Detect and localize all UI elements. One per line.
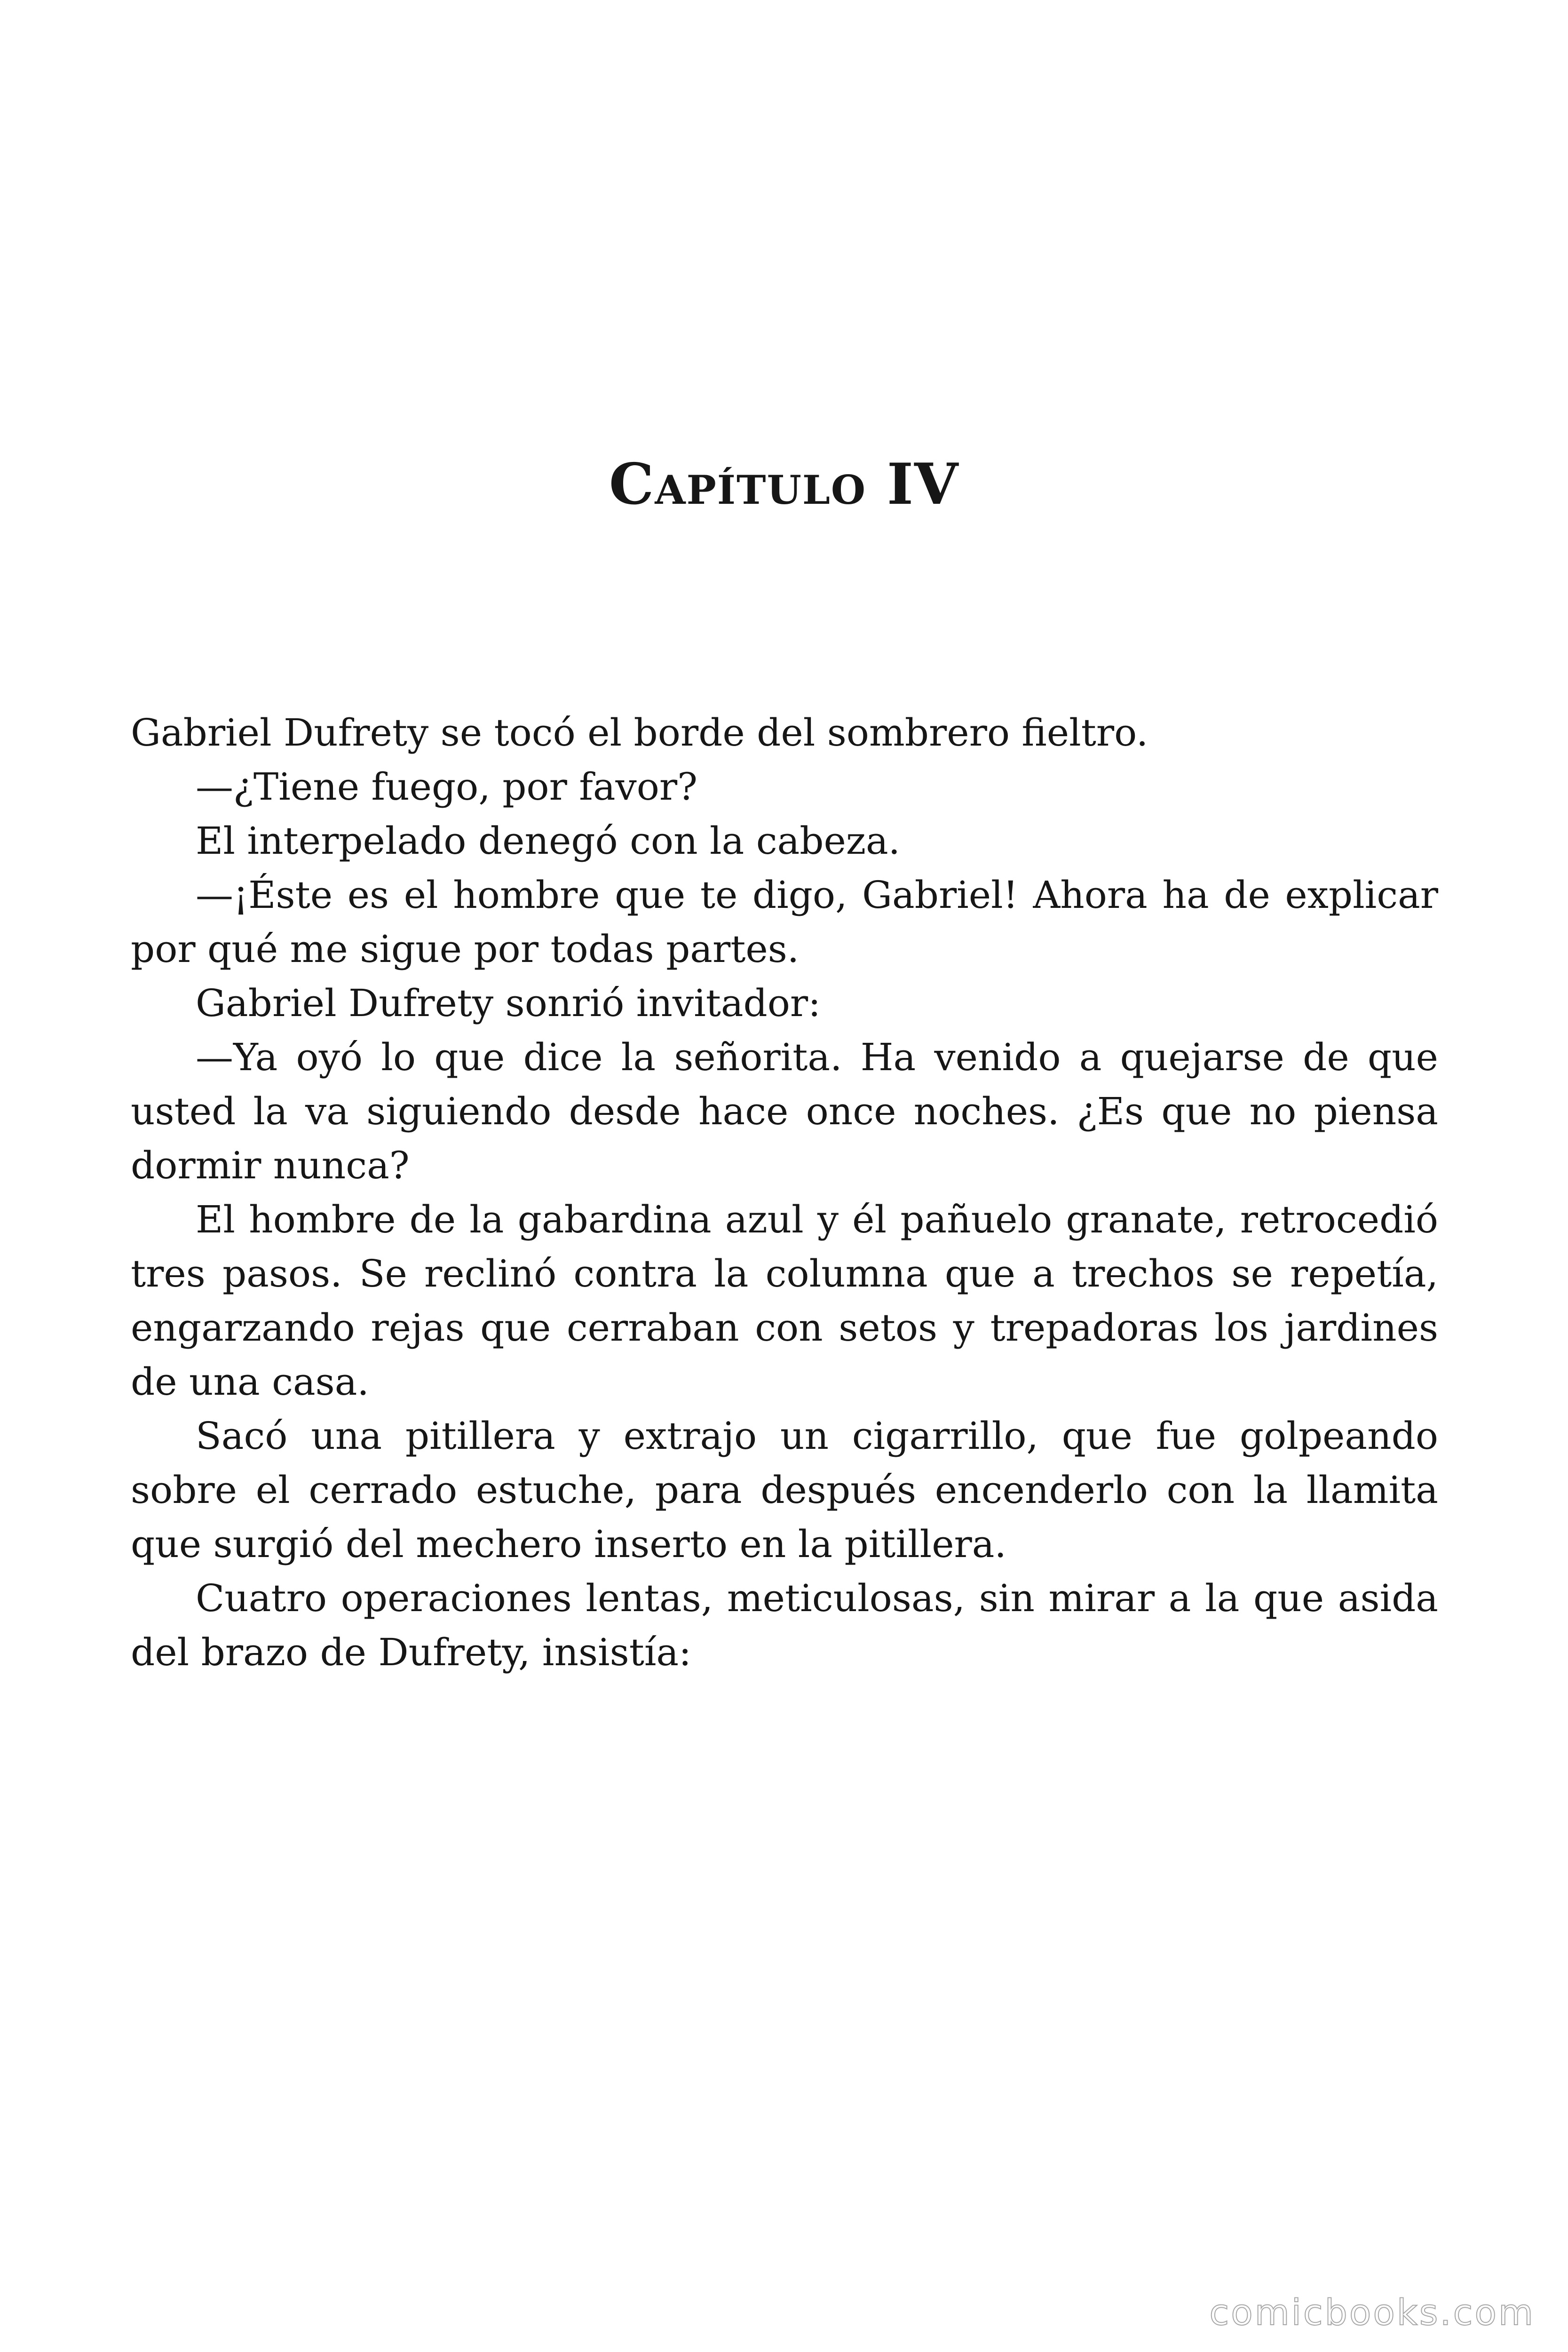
paragraph: Gabriel Dufrety sonrió invitador: xyxy=(196,981,821,1025)
paragraph: Sacó una pitillera y extrajo un cigarrillo, que fue golpeando sobre el cerrado estuche, para después encenderlo con la llamita que surgió del mechero inserto en la pitillera. xyxy=(131,1414,1438,1566)
paragraph: El hombre de la gabardina azul y él pañuelo granate, retrocedió tres pasos. Se reclinó contra la columna que a trechos se repetía, engarzando rejas que cerraban con setos y trepadoras los jardines de una casa. xyxy=(131,1198,1438,1404)
paragraph: —Ya oyó lo que dice la señorita. Ha venido a quejarse de que usted la va siguiendo desde hace once noches. ¿Es que no piensa dormir nunca? xyxy=(131,1035,1438,1187)
paragraph: El interpelado denegó con la cabeza. xyxy=(196,819,901,863)
watermark: comicbooks.com xyxy=(1209,2291,1535,2333)
chapter-body xyxy=(131,706,1438,1679)
paragraph: —¡Éste es el hombre que te digo, Gabriel! Ahora ha de explicar por qué me sigue por todas partes. xyxy=(131,873,1438,971)
paragraph: —¿Tiene fuego, por favor? xyxy=(196,765,698,809)
paragraph: Cuatro operaciones lentas, meticulosas, sin mirar a la que asida del brazo de Dufrety, insistía: xyxy=(131,1576,1438,1674)
chapter-title: Capítulo IV xyxy=(609,451,959,517)
paragraph: Gabriel Dufrety se tocó el borde del sombrero fieltro. xyxy=(131,711,1148,755)
